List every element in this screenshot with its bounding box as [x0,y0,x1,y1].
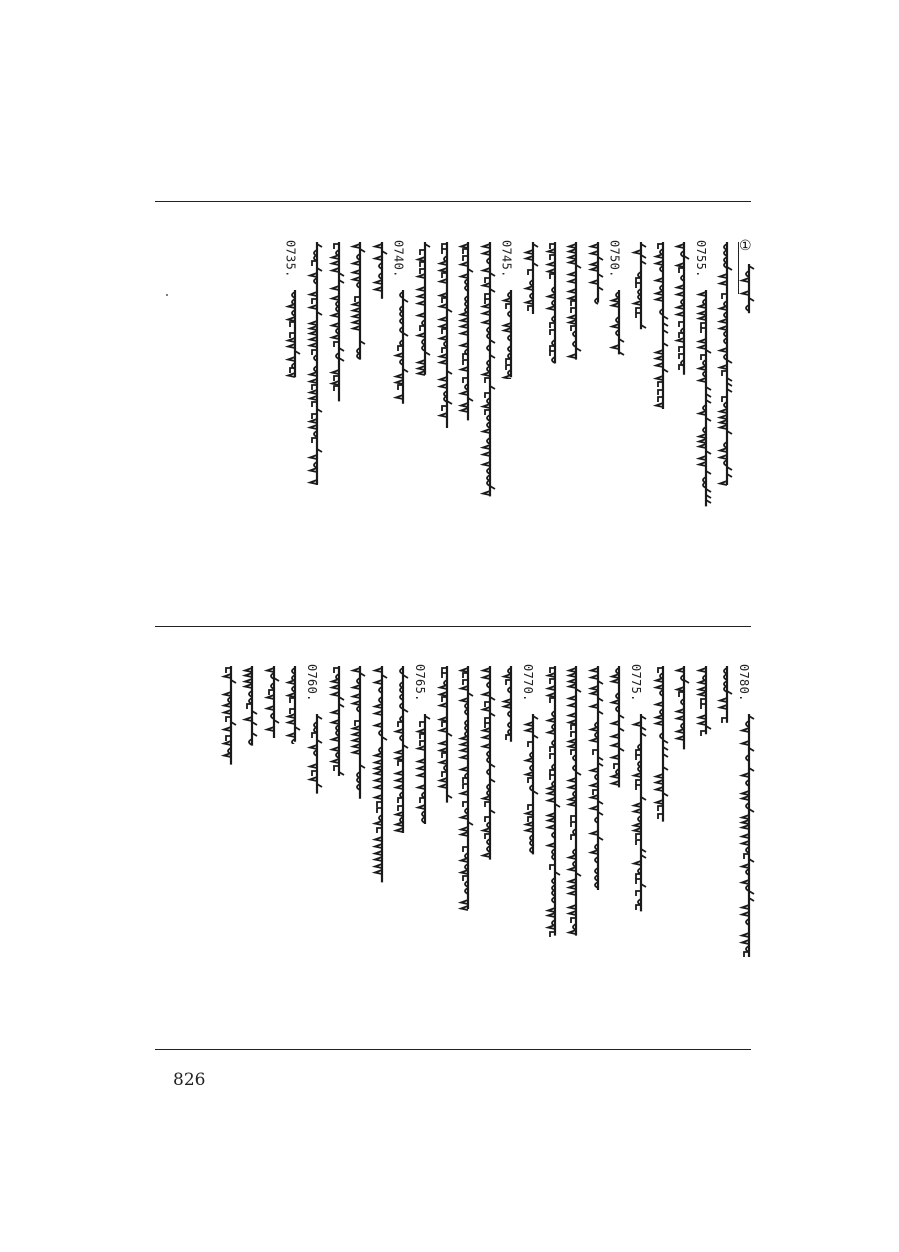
script-line [544,664,562,938]
line-number: 0755. [693,240,708,278]
script-line [349,664,367,801]
line-number: 0770. [521,664,535,702]
line-number: 0750. [607,240,622,278]
script-line [457,664,475,911]
script-line [436,240,454,430]
script-line [500,288,518,379]
script-line [479,664,497,862]
script-line [306,240,324,487]
script-line [608,288,626,356]
script-line [565,664,583,938]
script-line [500,664,518,744]
script-line [565,240,583,362]
script-line [328,240,346,403]
script-line [263,664,281,740]
script-line [608,664,626,789]
script-line [436,664,454,805]
script-line [587,664,605,892]
script-line [716,240,734,487]
script-line [544,240,562,365]
script-line [522,240,540,316]
script-line [673,240,691,377]
line-number: 0780. [737,664,751,702]
script-line [349,240,367,362]
script-line [392,664,410,835]
line-number: 0765. [413,664,427,702]
script-line [414,240,432,377]
middle-rule [155,626,751,627]
script-line [652,240,670,411]
script-line [392,288,410,406]
script-line [673,664,691,751]
script-line [414,712,432,826]
script-line [695,664,713,736]
script-line [457,240,475,422]
script-line [738,712,756,959]
page-number: 826 [173,1070,206,1090]
script-line [479,240,497,498]
script-line [284,288,302,379]
script-line [716,664,734,725]
script-line [220,664,238,767]
script-line [738,262,756,315]
top-rule [155,201,751,202]
script-line [587,240,605,305]
script-line [371,240,389,301]
script-line [306,712,324,796]
script-line [241,664,259,748]
bottom-rule [155,1049,751,1050]
script-line [630,240,648,331]
line-number: 0740. [391,240,406,278]
line-number: 0775. [629,664,643,702]
line-number: 0760. [305,664,319,702]
script-line [695,288,713,508]
stray-dot [166,294,168,296]
footnote-marker: ① [739,238,752,254]
script-line [284,664,302,744]
script-line [328,664,346,778]
script-line [652,664,670,824]
script-line [630,712,648,913]
script-line [371,664,389,884]
line-number: 0735. [283,240,298,278]
line-number: 0745. [499,240,514,278]
script-line [522,712,540,856]
